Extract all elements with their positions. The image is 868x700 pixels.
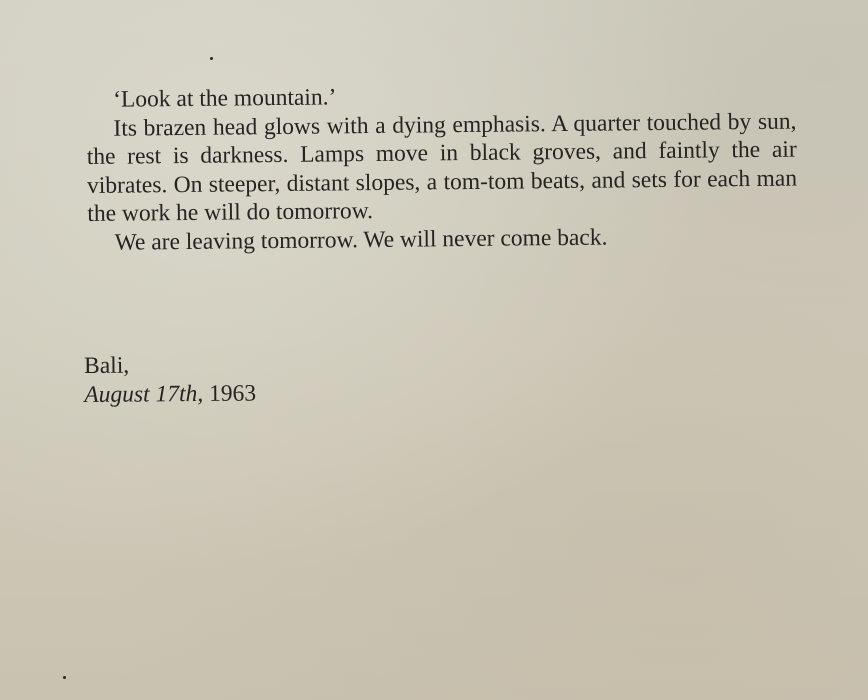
ink-speck xyxy=(63,676,66,679)
ink-speck xyxy=(210,57,213,60)
paragraph-mountain: Its brazen head glows with a dying emphasis. A quarter touched by sun, the rest is darkness. Lamps move in black groves, and faintly the air vibrates. On steeper, distant slopes, a tom-tom beats, and sets for each man the work he will do tomorrow. xyxy=(86,108,798,227)
passage-text xyxy=(86,79,798,257)
signoff-date xyxy=(84,380,256,410)
paragraph-leaving: We are leaving tomorrow. We will never come back. xyxy=(114,224,608,256)
signoff-year: 1963 xyxy=(208,380,257,407)
signoff-date-text: August 17th, xyxy=(84,380,204,408)
paragraph-quote: ‘Look at the mountain.’ xyxy=(113,84,337,113)
signoff xyxy=(84,351,256,410)
signoff-place: Bali, xyxy=(84,352,130,379)
